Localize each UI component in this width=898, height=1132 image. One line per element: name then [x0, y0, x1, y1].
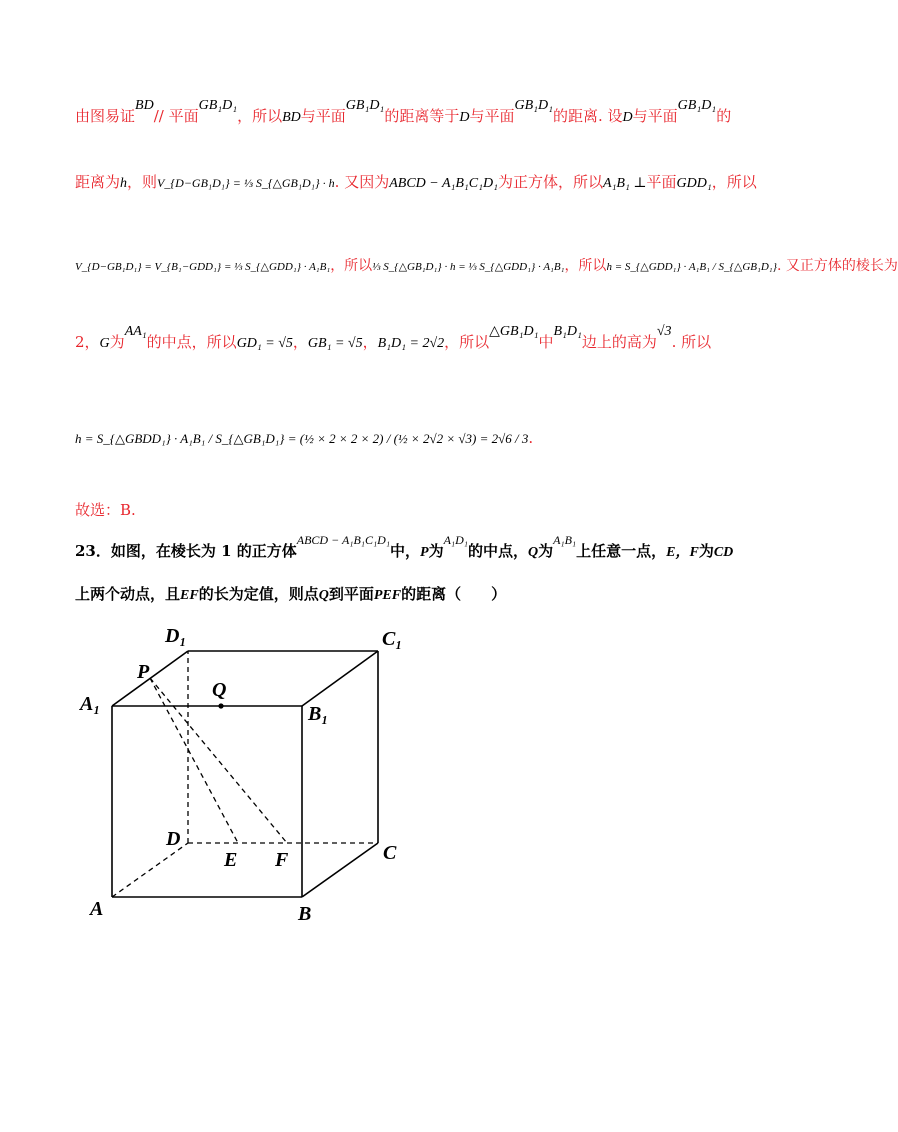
- label-b: B: [298, 903, 312, 925]
- label-a: A: [90, 898, 104, 920]
- label-q: Q: [212, 679, 227, 701]
- segment-p-f: [150, 678, 287, 843]
- point-q: [218, 703, 223, 708]
- label-a1: A₁: [80, 693, 101, 715]
- solution-line-2: 距离为h，则V_{D−GB₁D₁} = ⅓ S_{△GB₁D₁} · h. 又因为ABCD − A₁B₁C₁D₁为正方体，所以A₁B₁ ⊥平面GDD₁，所以: [75, 173, 757, 191]
- label-e: E: [224, 849, 238, 871]
- solution-line-3: V_{D−GB₁D₁} = V_{B₁−GDD₁} = ⅓ S_{△GDD₁} · A₁B₁，所以⅓ S_{△GB₁D₁} · h = ⅓ S_{△GDD₁} · A₁B₁，所以h = S_{△GDD₁} · A₁B₁ / S_{△GB₁D₁}. 又正方体的棱长为: [75, 258, 898, 274]
- question-line-1: 23．如图，在棱长为 1 的正方体$^{ABCD - A_1B_1C_1D_1}$中，P为$^{A_1D_1}$的中点，Q为$^{A_1B_1}$上任意一点，E，F为CD: [75, 533, 734, 560]
- label-c1: C₁: [382, 628, 403, 650]
- label-d1: D₁: [165, 625, 187, 647]
- edge-d1-a1: [112, 651, 188, 706]
- solution-line-1: 由图易证BD// 平面GB₁D₁，所以BD与平面GB₁D₁的距离等于D与平面GB₁D₁的距离. 设D与平面GB₁D₁的: [75, 98, 732, 125]
- edge-b-c: [302, 843, 378, 897]
- label-f: F: [275, 849, 289, 871]
- label-d: D: [166, 828, 181, 850]
- question-line-2: 上两个动点，且EF的长为定值，则点Q到平面PEF的距离（ ）: [75, 585, 507, 603]
- edge-a-d: [112, 843, 188, 897]
- edge-b1-c1: [302, 651, 378, 706]
- segment-p-e: [150, 678, 238, 843]
- solution-answer: 故选：B.: [75, 501, 136, 519]
- label-p: P: [137, 661, 150, 683]
- label-c: C: [383, 842, 397, 864]
- label-b1: B₁: [308, 703, 329, 725]
- solution-line-4: 2，G为AA₁的中点，所以GD₁ = √5，GB₁ = √5，B₁D₁ = 2√2，所以△GB₁D₁中B₁D₁边上的高为√3. 所以: [75, 324, 712, 351]
- solution-line-5: h = S_{△GBDD₁} · A₁B₁ / S_{△GB₁D₁} = (½ × 2 × 2 × 2) / (½ × 2√2 × √3) = 2√6 / 3.: [75, 429, 534, 447]
